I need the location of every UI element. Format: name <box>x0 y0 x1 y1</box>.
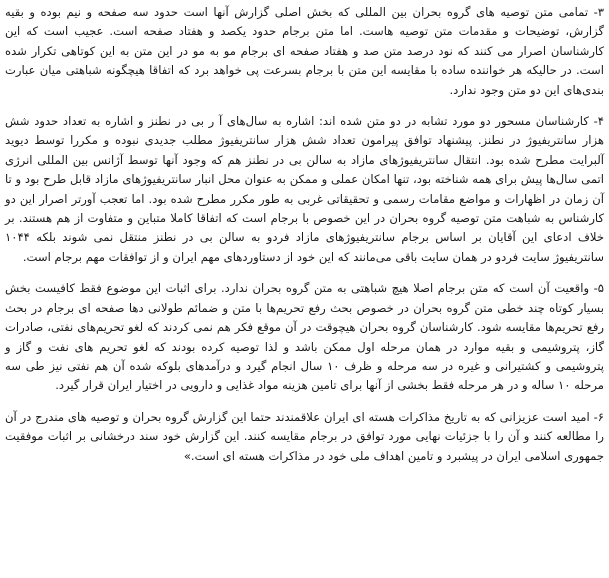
paragraph-6: ۶- امید است عزیزانی که به تاریخ مذاکرات هسته ای ایران علاقمندند حتما این گزارش گروه بحران و توصیه های مندرج در آن را مطالعه کنند و آن را با جزئیات نهایی مورد توافق در برجام مقایسه کنند. این گزارش خود سند درخشانی بر اثبات موفقیت جمهوری اسلامی ایران در پیشبرد و تامین اهداف ملی خود در مذاکرات هسته ای است.» <box>5 409 604 463</box>
paragraph-3: ۳- تمامی متن توصیه های گروه بحران بین المللی که بخش اصلی گزارش آنها است حدود سه صفحه و نیم بوده و بقیه گزارش، توضیحات و مقدمات متن توصیه هاست. اما متن برجام حدود یکصد و هفتاد صفحه است. عجیب است که این کارشناسان اصرار می کنند که نود درصد متن صد و هفتاد صفحه ای برجام مو به مو در این متن به این کوتاهی تکرار شده است. در حالیکه هر خواننده ساده با مقایسه این متن با برجام بسرعت پی خواهد برد که اتفاقا هیچگونه شباهتی میان عبارت بندی‌های این دو متن وجود ندارد. <box>5 5 604 97</box>
paragraph-5: ۵- واقعیت آن است که متن برجام اصلا هیچ شباهتی به متن گروه بحران ندارد. برای اثبات این موضوع فقط کافیست بخش بسیار کوتاه چند خطی متن گروه بحران در خصوص بحث رفع تحریم‌ها با متن و ضمائم طولانی دها صفحه ای برجام در بحث رفع تحریم‌ها مقایسه شود. کارشناسان گروه بحران هیچوقت در آن موقع فکر هم نمی کردند که لغو تحریم‌های نفتی، صادرات گاز، پتروشیمی و بقیه موارد در همان مرحله اول ممکن باشد و لذا توصیه کرده بودند که لغو تحریم های نفت و گاز و پتروشیمی و کشتیرانی و غیره در سه مرحله و ظرف ۱۰ سال انجام گیرد و درآمدهای بلوکه شده آن هم نفتی نیز طی سه مرحله ۱۰ ساله و در هر مرحله فقط بخشی از آنها برای تامین هزینه مواد غذایی و دارویی در اختیار ایران قرار گیرد. <box>5 281 604 393</box>
paragraph-4: ۴- کارشناسان مسحور دو مورد تشابه در دو متن شده اند: اشاره به سال‌های آ ر بی در نطنز و اشاره به تعداد حدود شش هزار سانتریفیوژ در نطنز. پیشنهاد توافق پیرامون تعداد شش هزار سانتریفیوژ مطلب جدیدی نبوده و مکررا توسط دیوید آلبرایت مطرح شده بود. انتقال سانتریفیوژهای مازاد به سالن بی در نطنز هم که وجود آنها توسط آژانس بین المللی انرژی اتمی سال‌ها پیش برای همه شناخته بود، تنها امکان عملی و ممکن به عنوان محل انبار سانتریفیوژهای مازاد قابل طرح بود و تا آن زمان در اظهارات و مواضع مقامات رسمی و تحقیقاتی غربی به طور مکرر مطرح شده بود. اما تعجب آورتر اصرار این دو کارشناس به شباهت متن توصیه گروه بحران در این خصوص با برجام است که اتفاقا کاملا متباین و متفاوت از هم هستند. بر خلاف ادعای این آقایان بر اساس برجام سانتریفیوژهای مازاد فردو به سالن بی در نطنز منتقل نمی شوند بلکه ۱۰۴۴ سانتریفیوژ سایت فردو در همان سایت باقی می‌مانند که این خود از دستاوردهای مهم ایران و از توافقات مهم برجام است. <box>5 114 604 264</box>
